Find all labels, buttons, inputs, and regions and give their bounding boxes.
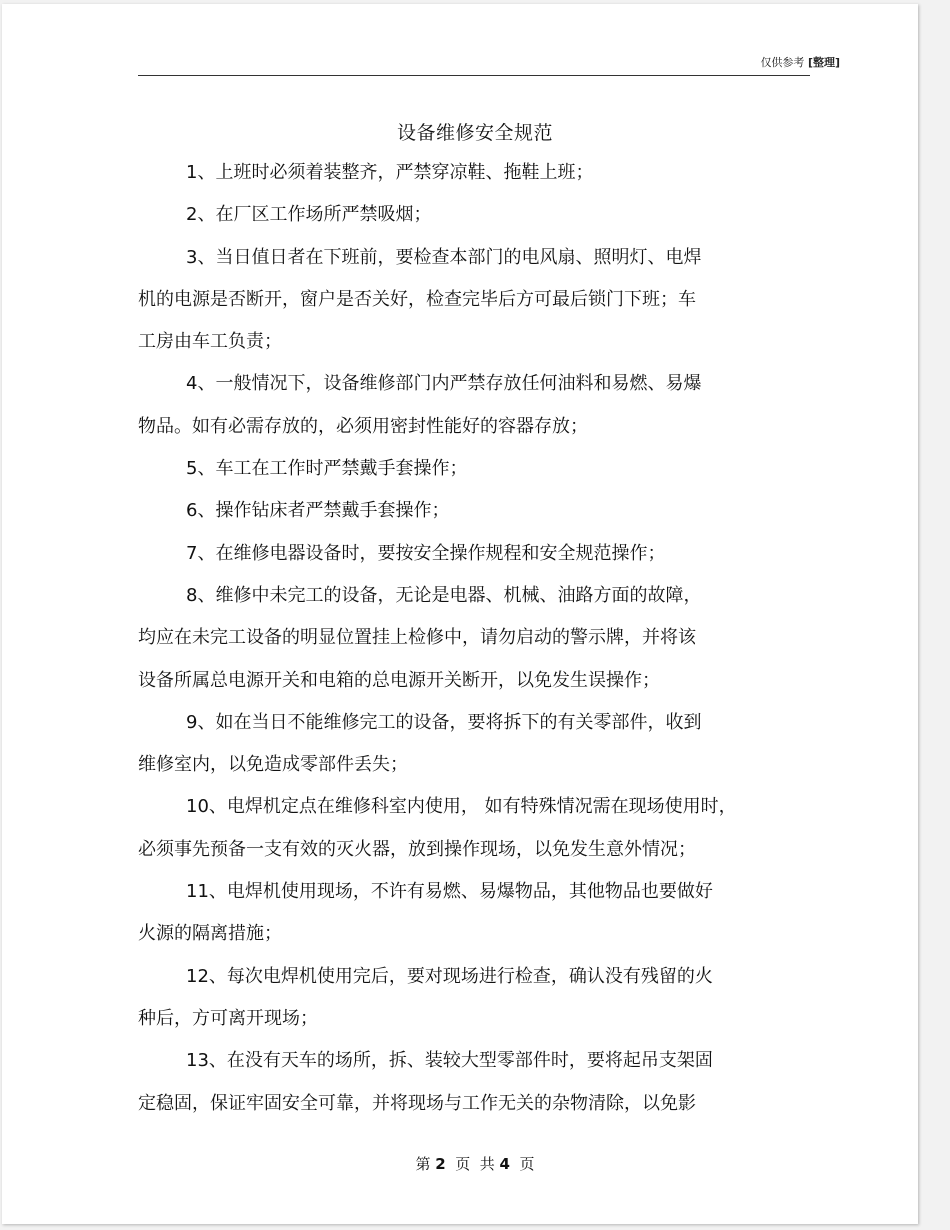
body-text-line: 工房由车工负责； [138,331,282,353]
body-text-line: 物品。如有必需存放的，必须用密封性能好的容器存放； [138,415,588,437]
footer-middle: 页 共 [455,1155,495,1173]
footer-suffix: 页 [519,1155,535,1173]
body-text-line: 2、在厂区工作场所严禁吸烟； [186,204,432,226]
body-text-line: 8、维修中未完工的设备，无论是电器、机械、油路方面的故障， [186,584,702,606]
header-divider [138,75,810,76]
body-text-line: 火源的隔离措施； [138,923,282,945]
body-text-line: 3、当日值日者在下班前，要检查本部门的电风扇、照明灯、电焊 [186,246,702,268]
body-text-line: 10、电焊机定点在维修科室内使用， 如有特殊情况需在现场使用时， [186,796,737,818]
body-text-line: 13、在没有天车的场所，拆、装较大型零部件时，要将起吊支架固 [186,1050,713,1072]
body-text-line: 5、车工在工作时严禁戴手套操作； [186,458,468,480]
page-header-note [760,54,840,70]
body-text-line: 均应在未完工设备的明显位置挂上检修中，请勿启动的警示牌，并将该 [138,627,696,649]
document-body [138,152,798,1125]
footer-current-page: 2 [435,1155,446,1173]
body-text-line: 7、在维修电器设备时，要按安全操作规程和安全规范操作； [186,542,666,564]
header-note-bracket: [整理] [807,56,840,69]
body-text-line: 设备所属总电源开关和电箱的总电源开关断开，以免发生误操作； [138,669,660,691]
body-text-line: 必须事先预备一支有效的灭火器，放到操作现场，以免发生意外情况； [138,838,696,860]
body-text-line: 11、电焊机使用现场，不许有易燃、易爆物品，其他物品也要做好 [186,881,713,903]
body-text-line: 4、一般情况下，设备维修部门内严禁存放任何油料和易燃、易爆 [186,373,702,395]
body-text-line: 1、上班时必须着装整齐，严禁穿凉鞋、拖鞋上班； [186,162,594,183]
body-text-line: 种后，方可离开现场； [138,1007,318,1029]
body-text-line: 机的电源是否断开，窗户是否关好，检查完毕后方可最后锁门下班；车 [138,288,696,310]
footer-total-pages: 4 [499,1155,510,1173]
body-text-line: 6、操作钻床者严禁戴手套操作； [186,500,450,522]
body-text-line: 12、每次电焊机使用完后，要对现场进行检查，确认没有残留的火 [186,965,713,987]
footer-prefix: 第 [415,1155,431,1173]
body-text-line: 9、如在当日不能维修完工的设备，要将拆下的有关零部件，收到 [186,711,702,733]
header-note-text: 仅供参考 [760,56,805,69]
document-title: 设备维修安全规范 [396,122,553,144]
page-footer [0,1153,950,1174]
body-text-line: 定稳固，保证牢固安全可靠，并将现场与工作无关的杂物清除，以免影 [138,1092,696,1114]
body-text-line: 维修室内，以免造成零部件丢失； [138,754,408,776]
